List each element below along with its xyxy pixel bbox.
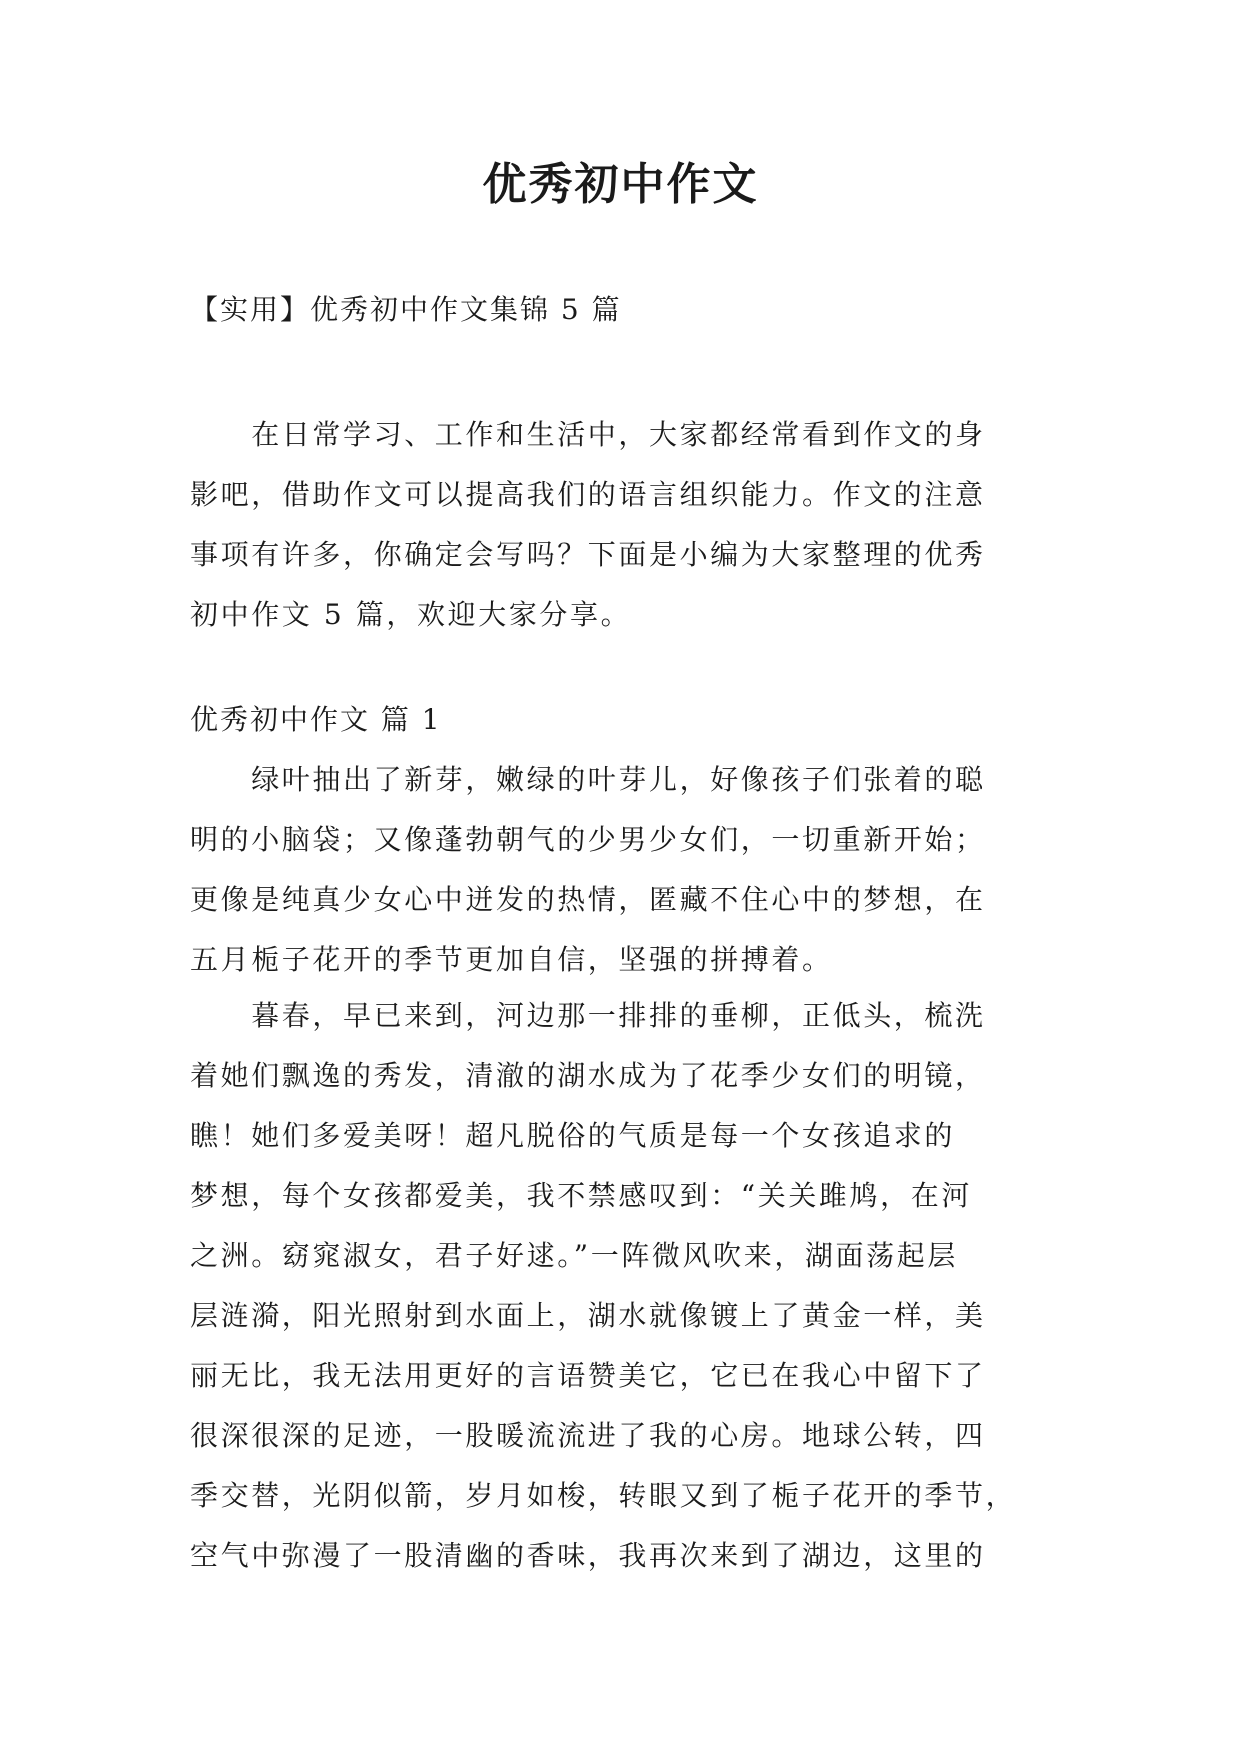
section-heading: 优秀初中作文 篇 1 [190,703,442,736]
paragraph-line: 着她们飘逸的秀发，清澈的湖水成为了花季少女们的明镜， [190,1059,986,1092]
paragraph-line: 季交替，光阴似箭，岁月如梭，转眼又到了栀子花开的季节， [190,1479,1017,1512]
paragraph-line: 空气中弥漫了一股清幽的香味，我再次来到了湖边，这里的 [190,1539,986,1572]
paragraph-line: 五月栀子花开的季节更加自信，坚强的拼搏着。 [190,943,833,976]
paragraph-line: 丽无比，我无法用更好的言语赞美它，它已在我心中留下了 [190,1359,986,1392]
paragraph-line: 明的小脑袋；又像蓬勃朝气的少男少女们，一切重新开始； [190,823,986,856]
intro-line: 初中作文 5 篇，欢迎大家分享。 [190,598,632,631]
paragraph-line: 瞧！她们多爱美呀！超凡脱俗的气质是每一个女孩追求的 [190,1119,956,1152]
paragraph-line: 绿叶抽出了新芽，嫩绿的叶芽儿，好像孩子们张着的聪 [190,763,986,796]
paragraph-line: 很深很深的足迹，一股暖流流进了我的心房。地球公转，四 [190,1419,986,1452]
paragraph-line: 暮春，早已来到，河边那一排排的垂柳，正低头，梳洗 [190,999,986,1032]
document-title: 优秀初中作文 [482,159,759,210]
body-paragraph-1 [190,750,1070,990]
paragraph-line: 梦想，每个女孩都爱美，我不禁感叹到：“关关雎鸠，在河 [190,1179,972,1212]
intro-line: 在日常学习、工作和生活中，大家都经常看到作文的身 [190,418,986,451]
paragraph-line: 之洲。窈窕淑女，君子好逑。”一阵微风吹来，湖面荡起层 [190,1239,958,1272]
paragraph-line: 更像是纯真少女心中迸发的热情，匿藏不住心中的梦想，在 [190,883,986,916]
body-paragraph-2 [190,986,1070,1586]
intro-paragraph [190,405,1070,645]
intro-line: 事项有许多，你确定会写吗？下面是小编为大家整理的优秀 [190,538,986,571]
paragraph-line: 层涟漪，阳光照射到水面上，湖水就像镀上了黄金一样，美 [190,1299,986,1332]
intro-line: 影吧，借助作文可以提高我们的语言组织能力。作文的注意 [190,478,986,511]
document-subtitle: 【实用】优秀初中作文集锦 5 篇 [190,293,622,326]
